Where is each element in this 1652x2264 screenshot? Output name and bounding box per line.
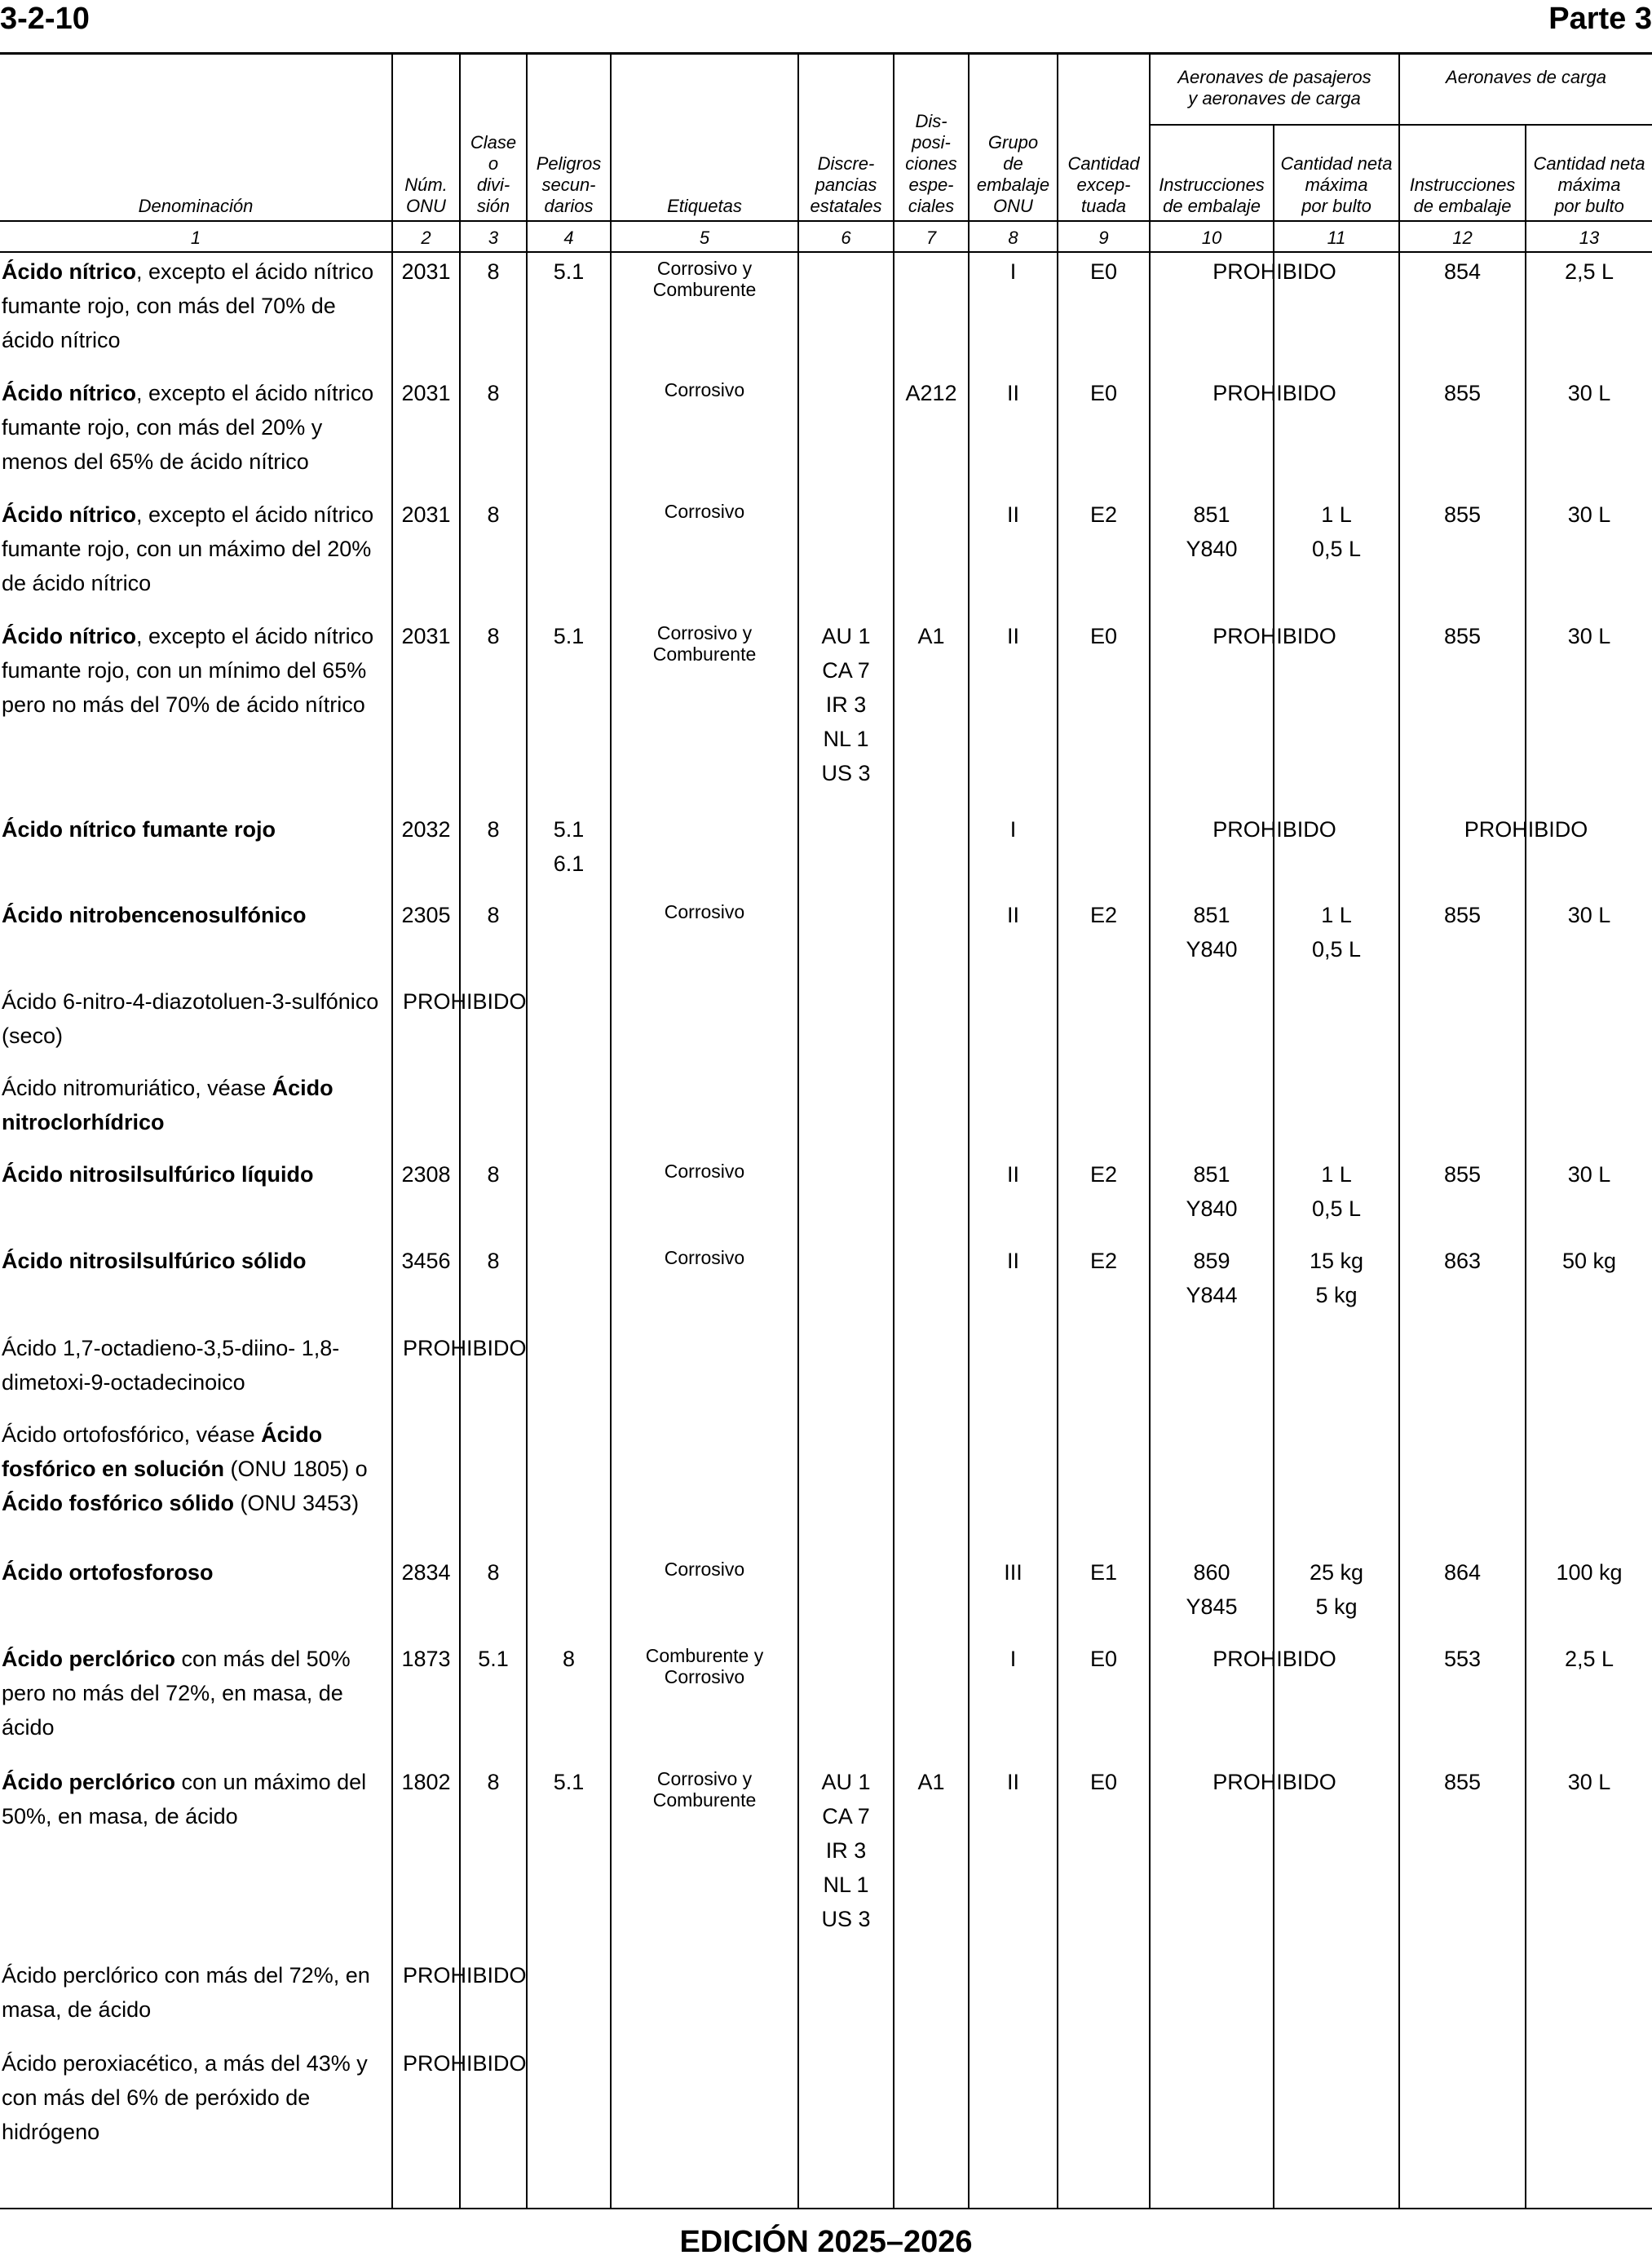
cell-pi-cao: 855 [1443, 502, 1482, 527]
cell-pi-cao: 855 [1443, 1162, 1482, 1187]
name-bold-part: Ácido nítrico [2, 624, 137, 648]
cell-eq: E2 [1089, 1249, 1118, 1273]
group-header-cargo: Aeronaves de carga [1446, 67, 1606, 87]
cell-pi-pax: 851 Y840 [1186, 1162, 1238, 1221]
cell-pg: III [1004, 1560, 1023, 1585]
column-number-rule [0, 251, 1652, 253]
name-text-part: (ONU 1805) o [224, 1457, 368, 1481]
cell-pi-cao: 854 [1443, 259, 1482, 284]
cell-max-pax: 1 L 0,5 L [1311, 1162, 1362, 1221]
cell-labels: Corrosivo [664, 501, 745, 522]
cell-denominacion [2, 254, 390, 357]
header-bottom-rule [0, 220, 1652, 222]
cell-max-cao: 30 L [1567, 1162, 1611, 1187]
group-header-rule [1149, 124, 1652, 126]
cell-pg: I [1009, 259, 1017, 284]
cell-var: AU 1 CA 7 IR 3 NL 1 US 3 [821, 624, 871, 785]
col-header-clase: Clase o divi- sión [470, 132, 517, 216]
cell-sub: 5.1 [553, 624, 585, 648]
cell-eq: E2 [1089, 502, 1118, 527]
name-text-part: , excepto el ácido nítrico fumante rojo, con más del 20% y menos del 65% de ácido nítrico [2, 381, 374, 474]
cell-labels: Corrosivo [664, 1247, 745, 1268]
prohibited-passenger: PROHIBIDO [1212, 259, 1336, 284]
cell-denominacion [2, 2046, 390, 2149]
cell-labels: Corrosivo y Comburente [652, 258, 757, 300]
col-number: 6 [841, 228, 851, 248]
name-text-part: con un máximo del 50%, en masa, de ácido [2, 1770, 367, 1828]
name-bold-part: Ácido perclórico [2, 1647, 176, 1671]
col-number: 10 [1201, 228, 1222, 248]
cell-denominacion [2, 376, 390, 479]
prohibited-passenger: PROHIBIDO [1212, 624, 1336, 648]
cell-class: 8 [487, 502, 500, 527]
cell-max-cao: 2,5 L [1564, 259, 1614, 284]
cell-eq: E0 [1089, 259, 1118, 284]
name-text-part: Ácido perclórico con más del 72%, en masa, de ácido [2, 1963, 370, 2022]
col-header-peligros: Peligros secun- darios [536, 153, 602, 216]
cell-labels: Comburente y Corrosivo [645, 1645, 764, 1687]
cell-sp: A212 [905, 381, 957, 405]
cell-denominacion [2, 1642, 390, 1744]
cell-sub: 8 [562, 1647, 576, 1671]
cell-class: 8 [487, 259, 500, 284]
cell-labels: Corrosivo [664, 379, 745, 400]
cell-sub: 5.1 [553, 259, 585, 284]
cell-eq: E2 [1089, 1162, 1118, 1187]
name-text-part: con más del 50% pero no más del 72%, en masa, de ácido [2, 1647, 351, 1740]
name-text-part: , excepto el ácido nítrico fumante rojo, con más del 70% de ácido nítrico [2, 259, 374, 352]
section-number: 3-2-10 [0, 2, 90, 36]
cell-denominacion [2, 619, 390, 722]
cell-un: 2032 [401, 817, 451, 842]
name-bold-part: Ácido fosfórico en solución [2, 1422, 323, 1481]
cell-sp: A1 [917, 1770, 945, 1794]
col-header-denominacion: Denominación [138, 196, 254, 216]
prohibited-entry: PROHIBIDO [403, 2051, 527, 2076]
cell-class: 8 [487, 1249, 500, 1273]
cell-max-cao: 100 kg [1556, 1560, 1623, 1585]
table-bottom-rule [0, 2208, 1652, 2209]
name-bold-part: Ácido nítrico [2, 259, 137, 284]
cell-pi-cao: 855 [1443, 903, 1482, 927]
cell-labels: Corrosivo y Comburente [652, 1768, 757, 1811]
cell-pg: II [1006, 903, 1019, 927]
cell-denominacion [2, 497, 390, 600]
cell-pi-pax: 851 Y840 [1186, 903, 1238, 962]
cell-sub: 5.1 [553, 1770, 585, 1794]
col-divider [610, 55, 612, 2208]
cell-sub: 5.1 6.1 [553, 817, 585, 876]
cell-pg: II [1006, 1249, 1019, 1273]
cell-labels: Corrosivo [664, 901, 745, 922]
cell-un: 1873 [401, 1647, 451, 1671]
col-number: 12 [1452, 228, 1473, 248]
prohibited-cargo: PROHIBIDO [1464, 817, 1588, 842]
cell-denominacion [2, 1555, 390, 1590]
cell-eq: E0 [1089, 1647, 1118, 1671]
col-number: 11 [1327, 228, 1346, 248]
cell-class: 8 [487, 624, 500, 648]
col-number: 8 [1008, 228, 1018, 248]
cell-denominacion [2, 1765, 390, 1833]
cell-un: 2031 [401, 381, 451, 405]
cell-max-pax: 15 kg 5 kg [1309, 1249, 1364, 1307]
cell-max-cao: 30 L [1567, 381, 1611, 405]
cell-eq: E2 [1089, 903, 1118, 927]
name-text-part: Ácido 1,7-octadieno-3,5-diino- 1,8-dimetoxi-9-octadecinoico [2, 1336, 340, 1395]
cell-max-cao: 2,5 L [1564, 1647, 1614, 1671]
cell-eq: E0 [1089, 381, 1118, 405]
col-header-num-onu: Núm. ONU [404, 175, 448, 216]
prohibited-passenger: PROHIBIDO [1212, 817, 1336, 842]
prohibited-entry: PROHIBIDO [403, 1963, 527, 1988]
cell-max-cao: 30 L [1567, 502, 1611, 527]
cell-pi-cao: 855 [1443, 624, 1482, 648]
cell-labels: Corrosivo [664, 1559, 745, 1580]
col-header-instrucciones-pax: Instrucciones de embalaje [1159, 175, 1265, 216]
cell-eq: E0 [1089, 1770, 1118, 1794]
cell-denominacion [2, 1417, 390, 1520]
name-text-part: Ácido ortofosfórico, véase [2, 1422, 262, 1447]
col-header-cantidad-neta-pax: Cantidad neta máxima por bulto [1280, 153, 1393, 216]
cell-max-pax: 1 L 0,5 L [1311, 502, 1362, 561]
col-divider [526, 55, 528, 2208]
cell-un: 2834 [401, 1560, 451, 1585]
name-bold-part: Ácido nitrobencenosulfónico [2, 903, 307, 927]
cell-un: 2031 [401, 624, 451, 648]
cell-class: 8 [487, 381, 500, 405]
cell-max-cao: 30 L [1567, 624, 1611, 648]
name-bold-part: Ácido nitrosilsulfúrico sólido [2, 1249, 307, 1273]
col-number: 9 [1098, 228, 1109, 248]
prohibited-passenger: PROHIBIDO [1212, 1647, 1336, 1671]
name-bold-part: Ácido nítrico fumante rojo [2, 817, 276, 842]
cell-un: 3456 [401, 1249, 451, 1273]
col-number: 13 [1579, 228, 1600, 248]
cell-denominacion [2, 898, 390, 932]
name-bold-part: Ácido nítrico [2, 502, 137, 527]
cell-class: 8 [487, 817, 500, 842]
cell-class: 8 [487, 903, 500, 927]
name-bold-part: Ácido perclórico [2, 1770, 176, 1794]
name-text-part: , excepto el ácido nítrico fumante rojo, con un mínimo del 65% pero no más del 70% de ácido nítrico [2, 624, 374, 717]
col-header-grupo-embalaje: Grupo de embalaje ONU [976, 132, 1050, 216]
cell-eq: E1 [1089, 1560, 1118, 1585]
cell-pi-pax: 859 Y844 [1186, 1249, 1238, 1307]
cell-max-cao: 30 L [1567, 1770, 1611, 1794]
cell-pi-cao: 553 [1443, 1647, 1482, 1671]
cell-pg: II [1006, 624, 1019, 648]
cell-un: 2031 [401, 259, 451, 284]
cell-pi-cao: 855 [1443, 1770, 1482, 1794]
cell-var: AU 1 CA 7 IR 3 NL 1 US 3 [821, 1770, 871, 1931]
cell-eq: E0 [1089, 624, 1118, 648]
cell-max-pax: 1 L 0,5 L [1311, 903, 1362, 962]
name-text-part: Ácido peroxiacético, a más del 43% y con más del 6% de peróxido de hidrógeno [2, 2051, 368, 2144]
cell-pg: II [1006, 1770, 1019, 1794]
prohibited-entry: PROHIBIDO [403, 989, 527, 1014]
col-number: 2 [421, 228, 431, 248]
col-number: 1 [190, 228, 201, 248]
edition-footer: EDICIÓN 2025–2026 [679, 2225, 973, 2259]
cell-denominacion [2, 1958, 390, 2027]
name-text-part: (ONU 3453) [234, 1491, 360, 1515]
cell-pi-pax: 851 Y840 [1186, 502, 1238, 561]
cell-pg: II [1006, 502, 1019, 527]
cell-denominacion [2, 1331, 390, 1400]
cell-max-cao: 50 kg [1561, 1249, 1617, 1273]
name-text-part: , excepto el ácido nítrico fumante rojo, con un máximo del 20% de ácido nítrico [2, 502, 374, 595]
cell-pi-cao: 863 [1443, 1249, 1482, 1273]
part-label: Parte 3 [1548, 2, 1652, 36]
cell-pg: I [1009, 1647, 1017, 1671]
col-number: 3 [488, 228, 499, 248]
cell-pg: II [1006, 1162, 1019, 1187]
cell-class: 8 [487, 1560, 500, 1585]
cell-sp: A1 [917, 624, 945, 648]
name-text-part: Ácido nitromuriático, véase [2, 1076, 272, 1100]
col-number: 7 [925, 228, 937, 248]
cell-un: 2031 [401, 502, 451, 527]
col-header-discrepancias: Discre- pancias estatales [810, 153, 882, 216]
name-bold-part: Ácido ortofosforoso [2, 1560, 214, 1585]
cell-pi-cao: 864 [1443, 1560, 1482, 1585]
cell-denominacion [2, 1071, 390, 1139]
cell-labels: Corrosivo y Comburente [652, 622, 757, 665]
header-rule [0, 52, 1652, 55]
col-header-instrucciones-cargo: Instrucciones de embalaje [1409, 175, 1516, 216]
cell-class: 8 [487, 1770, 500, 1794]
col-number: 4 [563, 228, 574, 248]
cell-max-cao: 30 L [1567, 903, 1611, 927]
name-bold-part: Ácido nitrosilsulfúrico líquido [2, 1162, 314, 1187]
prohibited-passenger: PROHIBIDO [1212, 1770, 1336, 1794]
name-bold-part: Ácido nitroclorhídrico [2, 1076, 333, 1134]
name-bold-part: Ácido nítrico [2, 381, 137, 405]
cell-denominacion [2, 1244, 390, 1278]
col-header-disposiciones: Dis- posi- ciones espe- ciales [905, 111, 957, 216]
cell-denominacion [2, 812, 390, 847]
name-text-part: Ácido 6-nitro-4-diazotoluen-3-sulfónico (seco) [2, 989, 379, 1048]
cell-un: 2308 [401, 1162, 451, 1187]
col-header-cantidad-neta-cargo: Cantidad neta máxima por bulto [1533, 153, 1645, 216]
cell-class: 8 [487, 1162, 500, 1187]
cell-pi-pax: 860 Y845 [1186, 1560, 1238, 1619]
cell-denominacion [2, 1157, 390, 1192]
cell-un: 1802 [401, 1770, 451, 1794]
cell-un: 2305 [401, 903, 451, 927]
cell-denominacion [2, 984, 393, 1053]
col-header-cantidad-exceptuada: Cantidad excep- tuada [1067, 153, 1140, 216]
cell-pg: I [1009, 817, 1017, 842]
prohibited-passenger: PROHIBIDO [1212, 381, 1336, 405]
cell-class: 5.1 [478, 1647, 509, 1671]
cell-max-pax: 25 kg 5 kg [1309, 1560, 1364, 1619]
name-bold-part: Ácido fosfórico sólido [2, 1491, 235, 1515]
group-header-passenger: Aeronaves de pasajeros y aeronaves de carga [1177, 67, 1372, 108]
cell-pi-cao: 855 [1443, 381, 1482, 405]
cell-pg: II [1006, 381, 1019, 405]
col-header-etiquetas: Etiquetas [667, 196, 742, 216]
prohibited-entry: PROHIBIDO [403, 1336, 527, 1360]
col-number: 5 [699, 228, 710, 248]
cell-labels: Corrosivo [664, 1161, 745, 1182]
